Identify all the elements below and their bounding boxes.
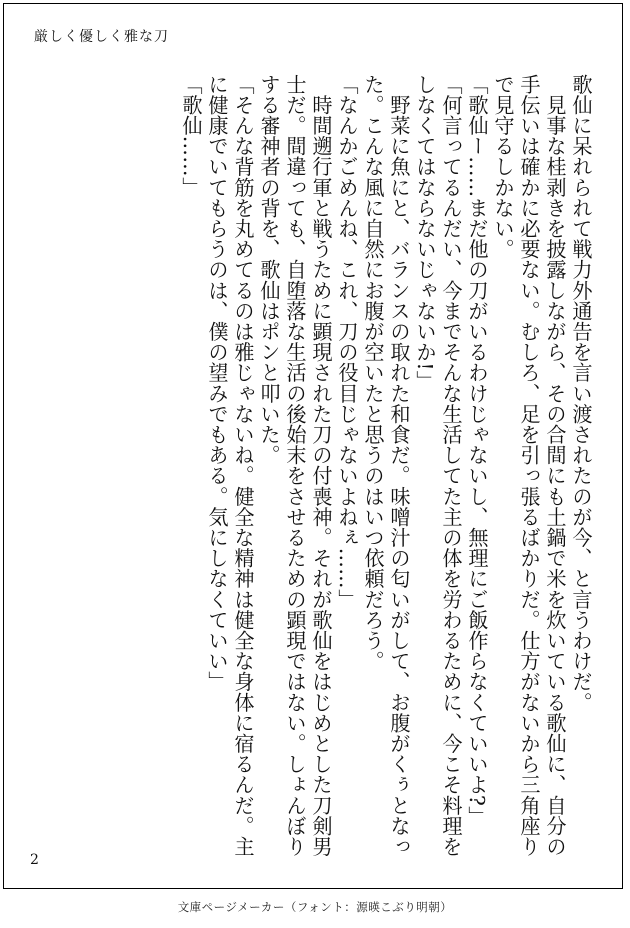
page-frame: [3, 3, 623, 889]
paragraph: 歌仙に呆れられて戦力外通告を言い渡されたのが今、と言うわけだ。: [569, 74, 593, 713]
paragraph: 見事な桂剥きを披露しながら、その合間にも土鍋で米を炊いている歌仙に、自分の手伝いは確かに必要ない。むしろ、足を引っ張るばかりだ。仕方がないから三角座りで見守るしかない。: [491, 74, 567, 857]
paragraph: 「何言ってるんだい、今までそんな生活してた主の体を労わるために、今こそ料理をしなくてはならないじゃないか!」: [413, 74, 463, 857]
paragraph: 野菜に魚にと、バランスの取れた和食だ。味噌汁の匂いがして、お腹がくぅとなった。こんな風に自然にお腹が空いたと思うのはいつ依頼だろう。: [361, 74, 411, 857]
page-number: 2: [30, 852, 39, 868]
paragraph: 「歌仙ー……まだ他の刀がいるわけじゃないし、無理にご飯作らなくていいよ?」: [465, 74, 489, 827]
paragraph: 「歌仙……」: [179, 74, 203, 198]
paragraph: 「なんかごめんね、これ、刀の役目じゃないよねぇ……」: [335, 74, 359, 610]
vertical-body-text: [54, 74, 594, 864]
paragraph: 「そんな背筋を丸めてるのは雅じゃないね。健全な精神は健全な身体に宿るんだ。主に健康でいてもらうのは、僕の望みでもある。気にしなくていい」: [205, 74, 255, 857]
footer-credit: 文庫ページメーカー（フォント：源暎こぶり明朝）: [177, 900, 453, 914]
running-title: 厳しく優しく雅な刀: [34, 29, 169, 45]
paragraph: 時間遡行軍と戦うために顕現された刀の付喪神。それが歌仙をはじめとした刀剣男士だ。間違っても、自堕落な生活の後始末をさせるための顕現ではない。しょんぼりする審神者の背を、歌仙はポンと叩いた。: [257, 74, 333, 857]
